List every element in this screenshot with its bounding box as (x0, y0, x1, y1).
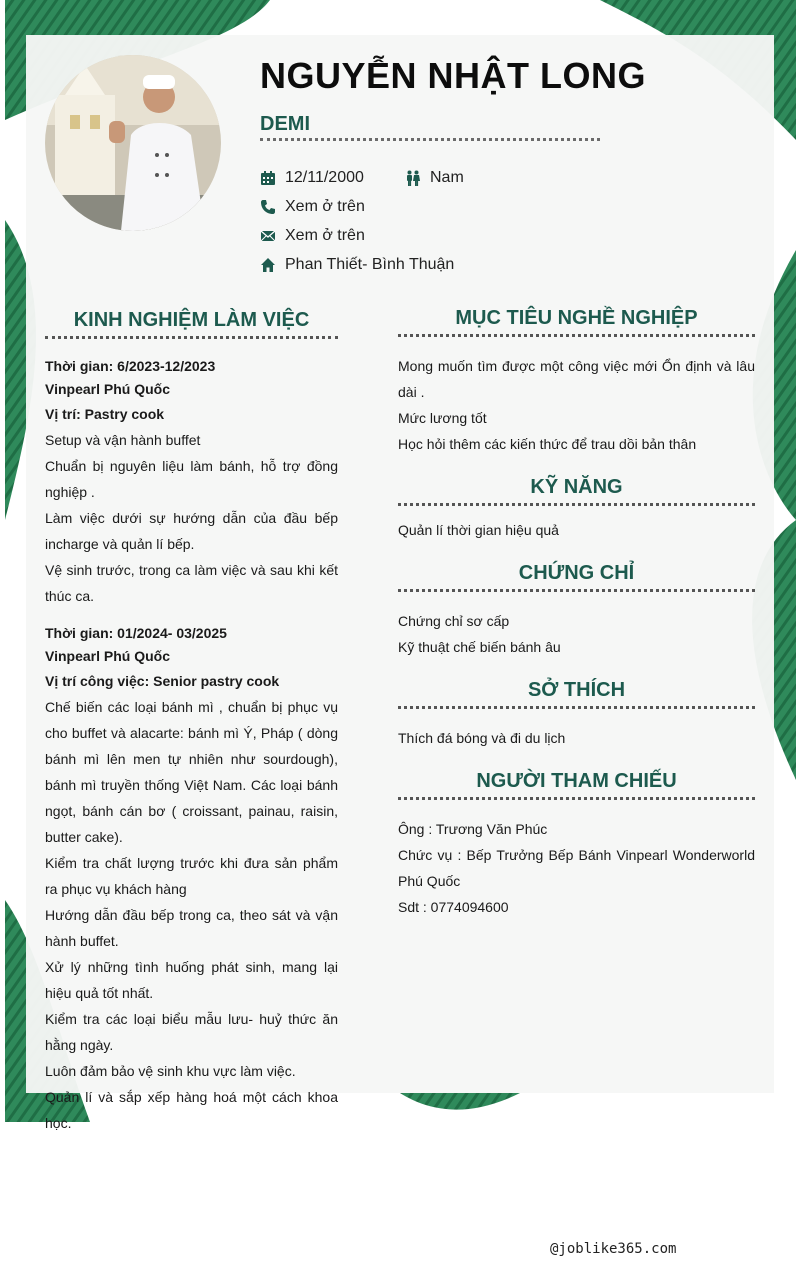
birthdate-row (260, 169, 364, 187)
objective-line: Học hỏi thêm các kiến thức để trau dồi bản thân (398, 436, 697, 452)
job-task: Luôn đảm bảo vệ sinh khu vực làm việc. (45, 1063, 296, 1079)
phone-text: Xem ở trên (285, 198, 365, 215)
job-task: Hướng dẫn đầu bếp trong ca, theo sát và vận hành buffet. (45, 907, 338, 949)
avatar (45, 55, 221, 231)
certificates-divider (398, 589, 755, 592)
candidate-role: DEMI (260, 113, 310, 135)
objective-line: Mức lương tốt (398, 410, 487, 426)
job-entry (45, 355, 338, 609)
birthdate-text: 12/11/2000 (285, 169, 364, 186)
objective-divider (398, 334, 755, 337)
job-task: Vệ sinh trước, trong ca làm việc và sau khi kết thúc ca. (45, 562, 338, 604)
references-title: NGƯỜI THAM CHIẾU (476, 770, 677, 792)
job-company: Vinpearl Phú Quốc (45, 648, 170, 664)
certificate-line: Kỹ thuật chế biến bánh âu (398, 639, 561, 655)
gender-row (405, 169, 464, 187)
mail-icon (260, 228, 276, 244)
job-position: Vị trí công việc: Senior pastry cook (45, 673, 280, 689)
hobby-line: Thích đá bóng và đi du lịch (398, 730, 566, 746)
skill-line: Quản lí thời gian hiệu quả (398, 522, 559, 538)
skills-list (398, 517, 755, 543)
address-row (260, 256, 454, 274)
objective-line: Mong muốn tìm được một công việc mới Ổn định và lâu dài . (398, 358, 755, 400)
gender-icon (405, 170, 421, 186)
job-task: Kiểm tra các loại biểu mẫu lưu- huỷ thức ăn hằng ngày. (45, 1011, 338, 1053)
candidate-name: NGUYỄN NHẬT LONG (260, 55, 646, 96)
phone-icon (260, 199, 276, 215)
references-list (398, 816, 755, 920)
objective-title: MỤC TIÊU NGHỀ NGHIỆP (455, 307, 698, 329)
job-period: Thời gian: 6/2023-12/2023 (45, 358, 216, 374)
email-text: Xem ở trên (285, 227, 365, 244)
job-task: Chuẩn bị nguyên liệu làm bánh, hỗ trợ đồng nghiệp . (45, 458, 338, 500)
job-task: Xử lý những tình huống phát sinh, mang lại hiệu quả tốt nhất. (45, 959, 338, 1001)
reference-line: Chức vụ : Bếp Trưởng Bếp Bánh Vinpearl Wonderworld Phú Quốc (398, 847, 755, 889)
job-task: Chế biến các loại bánh mì , chuẩn bị phục vụ cho buffet và alacarte: bánh mì Ý, Pháp ( dòng bánh mì lên men tự nhiên như sourdough), bánh mì truyền thống Việt Nam. Các loại bánh ngọt, bánh cán bơ ( croissant, painau, raisin, butter cake). (45, 699, 338, 845)
skills-divider (398, 503, 755, 506)
hobbies-title: SỞ THÍCH (527, 679, 626, 701)
reference-line: Ông : Trương Văn Phúc (398, 821, 548, 837)
role-divider (260, 138, 600, 141)
reference-line: Sdt : 0774094600 (398, 899, 509, 915)
gender-text: Nam (430, 169, 464, 186)
skills-title: KỸ NĂNG (530, 476, 623, 498)
job-position: Vị trí: Pastry cook (45, 406, 165, 422)
job-company: Vinpearl Phú Quốc (45, 381, 170, 397)
references-divider (398, 797, 755, 800)
certificates-list (398, 608, 755, 660)
email-row (260, 227, 365, 245)
certificates-title: CHỨNG CHỈ (518, 562, 635, 584)
home-icon (260, 257, 276, 273)
hobbies-divider (398, 706, 755, 709)
address-text: Phan Thiết- Bình Thuận (285, 256, 455, 273)
objective-list (398, 353, 755, 457)
job-task: Kiểm tra chất lượng trước khi đưa sản phẩm ra phục vụ khách hàng (45, 855, 338, 897)
job-task: Làm việc dưới sự hướng dẫn của đầu bếp incharge và quản lí bếp. (45, 510, 338, 552)
hobbies-list (398, 725, 755, 751)
phone-row (260, 198, 365, 216)
watermark: @joblike365.com (550, 1241, 677, 1257)
job-period: Thời gian: 01/2024- 03/2025 (45, 625, 227, 641)
job-task: Setup và vận hành buffet (45, 432, 201, 448)
calendar-icon (260, 170, 276, 186)
experience-list (45, 355, 338, 1136)
experience-title: KINH NGHIỆM LÀM VIỆC (73, 309, 310, 331)
job-entry (45, 622, 338, 1136)
experience-divider (45, 336, 338, 339)
job-task: Quản lí và sắp xếp hàng hoá một cách khoa học. (45, 1089, 338, 1131)
certificate-line: Chứng chỉ sơ cấp (398, 613, 510, 629)
